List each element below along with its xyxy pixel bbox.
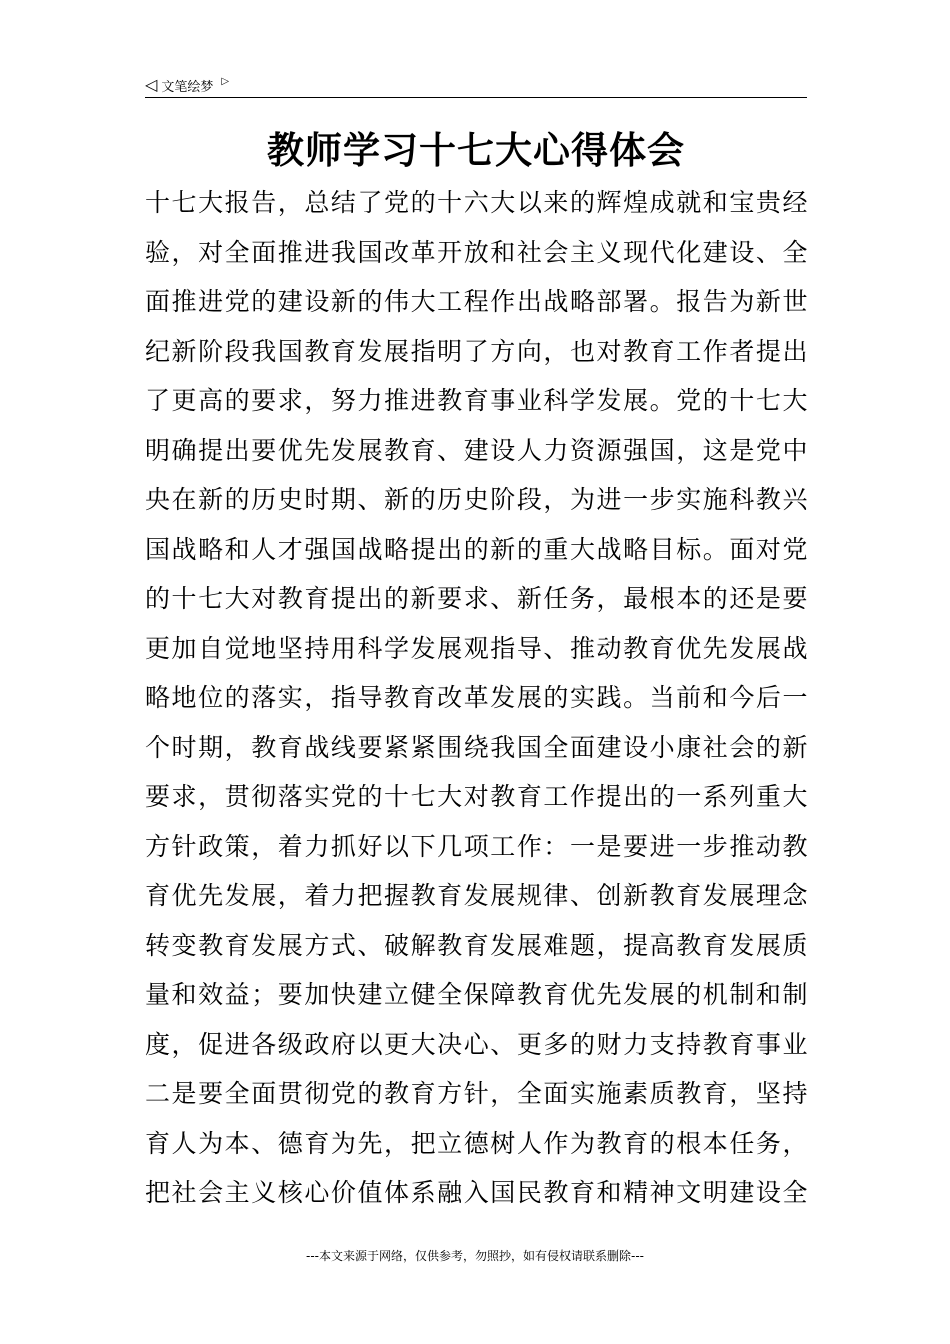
header-divider [145, 97, 807, 98]
body-line: 量和效益；要加快建立健全保障教育优先发展的机制和制 [145, 980, 808, 1009]
left-triangle-icon: ◁ [145, 75, 158, 94]
page-header [145, 74, 807, 96]
body-line: 了更高的要求，努力推进教育事业科学发展。党的十七大 [145, 386, 808, 415]
body-line: 度，促进各级政府以更大决心、更多的财力支持教育事业 [145, 1029, 808, 1059]
body-line: 育优先发展，着力把握教育发展规律、创新教育发展理念 [145, 881, 808, 910]
body-line: 把社会主义核心价值体系融入国民教育和精神文明建设全 [145, 1178, 808, 1207]
body-line: 方针政策，着力抓好以下几项工作：一是要进一步推动教 [145, 831, 808, 861]
body-line: 面推进党的建设新的伟大工程作出战略部署。报告为新世 [145, 287, 808, 316]
body-line: 的十七大对教育提出的新要求、新任务，最根本的还是要 [145, 584, 808, 613]
document-body [145, 178, 808, 1218]
body-line: 个时期，教育战线要紧紧围绕我国全面建设小康社会的新 [145, 732, 808, 762]
body-line: 央在新的历史时期、新的历史阶段，为进一步实施科教兴 [145, 485, 808, 514]
body-line: 纪新阶段我国教育发展指明了方向，也对教育工作者提出 [145, 336, 808, 366]
body-line: 略地位的落实，指导教育改革发展的实践。当前和今后一 [145, 683, 808, 712]
header-label: 文笔绘梦 [161, 79, 214, 95]
body-line: 十七大报告，总结了党的十六大以来的辉煌成就和宝贵经 [145, 188, 808, 217]
body-line: 要求，贯彻落实党的十七大对教育工作提出的一系列重大 [145, 782, 808, 811]
body-line: 更加自觉地坚持用科学发展观指导、推动教育优先发展战 [145, 633, 808, 663]
body-line: 二是要全面贯彻党的教育方针，全面实施素质教育，坚持 [145, 1079, 808, 1108]
body-line: 验，对全面推进我国改革开放和社会主义现代化建设、全 [145, 237, 808, 267]
document-title: 教师学习十七大心得体会 [267, 129, 685, 172]
body-line: 转变教育发展方式、破解教育发展难题，提高教育发展质 [145, 930, 808, 960]
body-line: 明确提出要优先发展教育、建设人力资源强国，这是党中 [145, 435, 808, 465]
right-triangle-icon: ▷ [221, 76, 230, 87]
body-line: 国战略和人才强国战略提出的新的重大战略目标。面对党 [145, 534, 808, 564]
page-footer: ---本文来源于网络，仅供参考，勿照抄，如有侵权请联系删除--- [306, 1249, 644, 1263]
body-line: 育人为本、德育为先，把立德树人作为教育的根本任务， [145, 1128, 808, 1158]
